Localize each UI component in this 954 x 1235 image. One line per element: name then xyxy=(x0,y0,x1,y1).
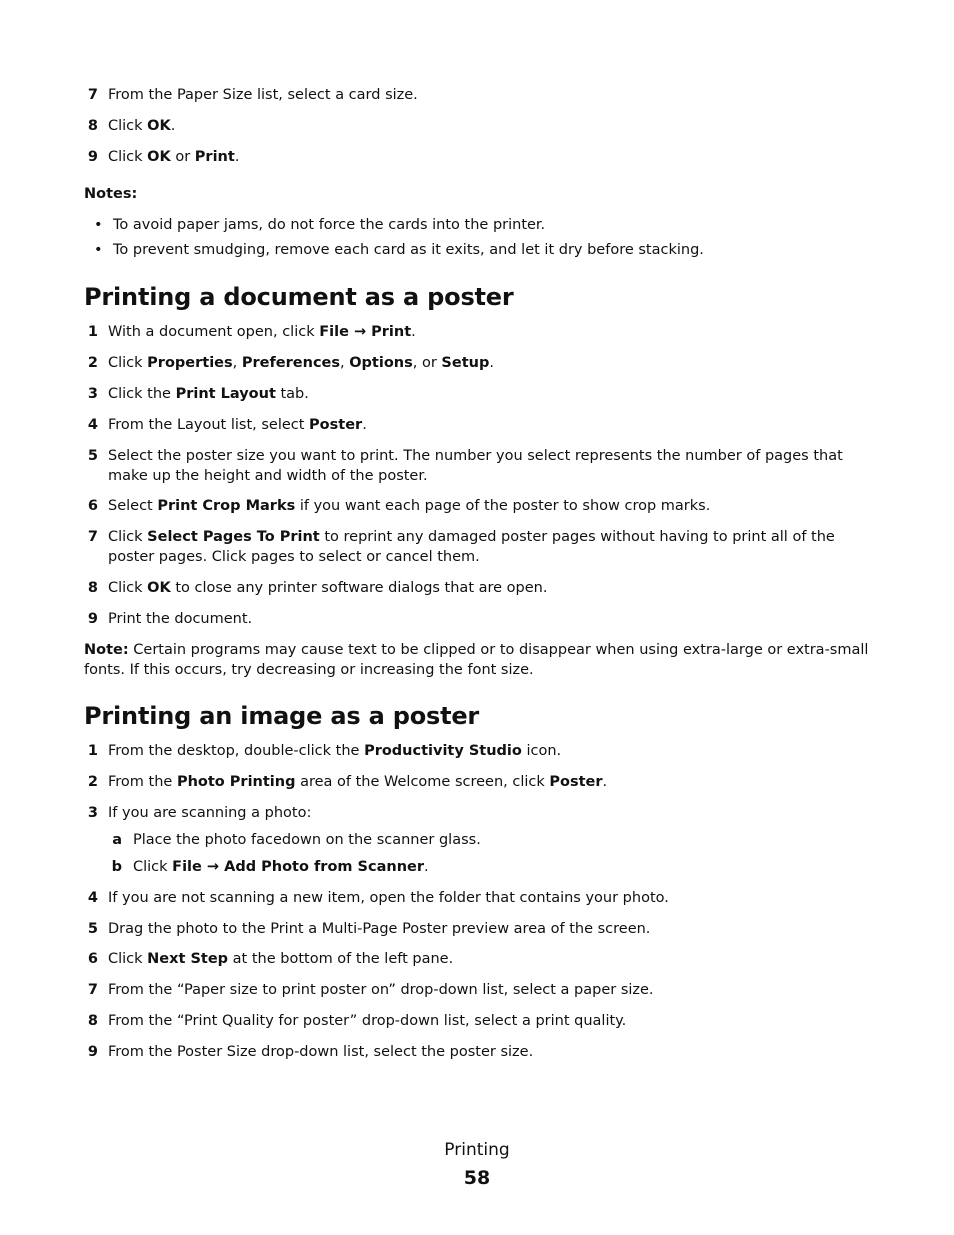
step-text: From the Poster Size drop-down list, select the poster size. xyxy=(108,1044,534,1060)
page-number: 58 xyxy=(463,1167,491,1189)
step-number: 2 xyxy=(87,774,98,790)
step-number: a xyxy=(112,832,122,848)
step-number: 3 xyxy=(87,805,98,821)
bullet-icon: • xyxy=(94,217,103,233)
notes-label: Notes: xyxy=(84,186,138,202)
bullet-icon: • xyxy=(94,242,103,258)
step-number: 7 xyxy=(87,982,98,998)
step-number: 4 xyxy=(87,890,98,906)
section-heading-document-poster: Printing a document as a poster xyxy=(84,283,514,311)
step-text: If you are scanning a photo: xyxy=(108,805,312,821)
step-number: 1 xyxy=(87,743,98,759)
step-number: 2 xyxy=(87,355,98,371)
step-text: From the Layout list, select Poster. xyxy=(108,417,367,433)
step-text: From the Photo Printing area of the Welcome screen, click Poster. xyxy=(108,774,608,790)
step-number: 7 xyxy=(87,529,98,545)
step-number: 5 xyxy=(87,921,98,937)
step-text: Click Properties, Preferences, Options, or Setup. xyxy=(108,355,494,371)
note-text: Certain programs may cause text to be clipped or to disappear when using extra-large or extra-small fonts. If this occurs, try decreasing or increasing the font size. xyxy=(84,642,869,678)
step-text: Print the document. xyxy=(108,611,253,627)
section-heading-image-poster: Printing an image as a poster xyxy=(84,702,480,730)
note-label: Note: xyxy=(84,642,129,658)
step-number: 8 xyxy=(87,580,98,596)
step-number: 5 xyxy=(87,448,98,464)
step-text: Click Select Pages To Print to reprint any damaged poster pages without having to print all of the poster pages. Click pages to select or cancel them. xyxy=(108,529,835,565)
footer-section-label: Printing xyxy=(444,1140,510,1160)
step-number: 4 xyxy=(87,417,98,433)
step-text: Place the photo facedown on the scanner glass. xyxy=(133,832,481,848)
bullet-text: To avoid paper jams, do not force the cards into the printer. xyxy=(113,217,546,233)
step-text: Click File → Add Photo from Scanner. xyxy=(133,859,429,875)
step-text: If you are not scanning a new item, open the folder that contains your photo. xyxy=(108,890,669,906)
step-number: 9 xyxy=(87,149,98,165)
step-text: From the “Paper size to print poster on” drop-down list, select a paper size. xyxy=(108,982,654,998)
step-text: Click Next Step at the bottom of the left pane. xyxy=(108,951,454,967)
step-number: 8 xyxy=(87,118,98,134)
step-number: 9 xyxy=(87,611,98,627)
step-text: From the Paper Size list, select a card size. xyxy=(108,87,418,103)
step-text: Select Print Crop Marks if you want each page of the poster to show crop marks. xyxy=(108,498,711,514)
step-number: 3 xyxy=(87,386,98,402)
step-number: 1 xyxy=(87,324,98,340)
step-text: Click the Print Layout tab. xyxy=(108,386,309,402)
step-text: Select the poster size you want to print. The number you select represents the number of pages that make up the height and width of the poster. xyxy=(108,448,843,484)
step-text: From the desktop, double-click the Productivity Studio icon. xyxy=(108,743,562,759)
step-text: Click OK or Print. xyxy=(108,149,240,165)
step-number: 6 xyxy=(87,498,98,514)
note-paragraph xyxy=(84,640,879,680)
step-number: 6 xyxy=(87,951,98,967)
step-number: 9 xyxy=(87,1044,98,1060)
step-text: Click OK to close any printer software dialogs that are open. xyxy=(108,580,548,596)
step-text: Drag the photo to the Print a Multi-Page Poster preview area of the screen. xyxy=(108,921,651,937)
step-text: From the “Print Quality for poster” drop-down list, select a print quality. xyxy=(108,1013,627,1029)
step-text: Click OK. xyxy=(108,118,176,134)
step-number: 8 xyxy=(87,1013,98,1029)
step-text: With a document open, click File → Print. xyxy=(108,324,416,340)
step-number: b xyxy=(111,859,122,875)
step-number: 7 xyxy=(87,87,98,103)
bullet-text: To prevent smudging, remove each card as it exits, and let it dry before stacking. xyxy=(113,242,704,258)
